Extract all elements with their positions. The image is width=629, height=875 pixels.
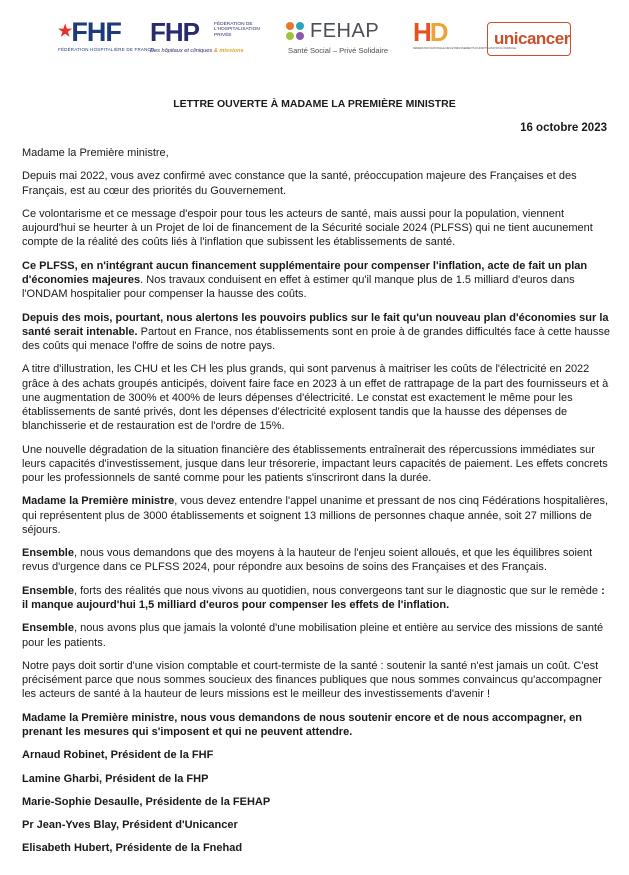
hd-logo-mark-h: H	[413, 17, 430, 47]
paragraph-10: Ensemble, nous avons plus que jamais la volonté d'une mobilisation pleine et entière au service des missions de santé pour les patients.	[22, 622, 604, 649]
paragraph-12: Madame la Première ministre, nous vous demandons de nous soutenir encore et de nous accompagner, en prenant les mesures qui s'imposent et qui ne peuvent attendre.	[22, 711, 582, 738]
paragraph-7: Madame la Première ministre, vous devez entendre l'appel unanime et pressant de nos cinq Fédérations hospitalières, qui représentent plus de 3000 établissements et soignent 13 millions de personnes chaque année, soit 27 millions de séjours.	[22, 495, 609, 536]
unicancer-logo	[487, 22, 571, 56]
paragraph-5: A titre d'illustration, les CHU et les CH les plus grands, qui sont parvenus à maitriser les coûts de l'électricité en 2022 grâce à des achats groupés anticipés, doivent faire face en 2023 à un effet de rattrapage de la part des fournisseurs et à une augmentation de 300% et 400% de leurs dépenses d'électricité. Le constat est exactement le même pour les établissements de santé privés, dont les dépenses d'électricité explosent tandis que la hausse des dépenses de blanchisserie et de restauration est de l'ordre de 15%.	[22, 363, 609, 433]
letter-date: 16 octobre 2023	[520, 122, 607, 134]
fhp-logo-fed: FÉDÉRATION DE L'HOSPITALISATION PRIVÉE	[214, 22, 260, 38]
logo-bar	[0, 14, 629, 64]
signature-1: Arnaud Robinet, Président de la FHF	[22, 749, 214, 762]
paragraph-9: Ensemble, forts des réalités que nous vivons au quotidien, nous convergeons tant sur le diagnostic que sur le remède : il manque aujourd'hui 1,5 milliard d'euros pour compenser les effets de l'inflation.	[22, 584, 605, 611]
letter-title: LETTRE OUVERTE À MADAME LA PREMIÈRE MINISTRE	[173, 98, 456, 110]
fehap-logo-sub: Santé Social – Privé Solidaire	[288, 46, 389, 55]
paragraph-4: Depuis des mois, pourtant, nous alertons les pouvoirs publics sur le fait qu'un nouveau plan d'économies sur la santé serait intenable. Partout en France, nos établissements sont en proie à de grandes difficultés face à cette hausse des coûts qui menace l'offre de soins de notre pays.	[22, 311, 611, 352]
unicancer-logo-mark: unicancer	[494, 29, 570, 48]
fhf-logo-mark: FHF	[71, 17, 121, 47]
letter-body	[22, 146, 610, 864]
salutation: Madame la Première ministre,	[22, 147, 169, 159]
fhf-star-icon: ★	[58, 23, 72, 40]
signature-4: Pr Jean-Yves Blay, Président d'Unicancer	[22, 818, 238, 831]
fhp-logo-mark: FHP	[150, 17, 199, 47]
paragraph-1: Depuis mai 2022, vous avez confirmé avec constance que la santé, préoccupation majeure des Françaises et des Français, est au cœur des priorités du Gouvernement.	[22, 170, 577, 197]
hd-logo-mark-d: D	[429, 17, 447, 47]
hd-logo-sub: FÉDÉRATION NATIONALE DES ÉTABLISSEMENTS D'HOSPITALISATION À DOMICILE	[413, 47, 517, 50]
signature-2: Lamine Gharbi, Président de la FHP	[22, 772, 209, 785]
paragraph-3: Ce PLFSS, en n'intégrant aucun financement supplémentaire pour compenser l'inflation, acte de fait un plan d'économies majeures. Nos travaux conduisent en effet à estimer qu'il manque plus de 1.5 milliard d'euros dans l'ONDAM hospitalier pour compenser la hausse des coûts.	[22, 259, 588, 301]
fehap-logo-mark: FEHAP	[310, 20, 380, 42]
signature-5: Elisabeth Hubert, Présidente de la Fnehad	[22, 842, 243, 855]
paragraph-8: Ensemble, nous vous demandons que des moyens à la hauteur de l'enjeu soient alloués, et que les équilibres soient revus d'urgence dans ce PLFSS 2024, pour répondre aux besoins de soins des Françaises et des Français.	[22, 547, 593, 574]
fhp-logo-sub: Des hôpitaux et cliniques & missions	[150, 48, 244, 54]
paragraph-11: Notre pays doit sortir d'une vision comptable et court-termiste de la santé : soutenir la santé n'est jamais un coût. C'est précisément parce que nous sommes soucieux des finances publiques que nous sommes convaincus qu'accompagner les acteurs de santé à la hauteur de leurs missions est le meilleur des investissements d'avenir !	[22, 659, 602, 701]
paragraph-6: Une nouvelle dégradation de la situation financière des établissements entraînerait des répercussions immédiates sur leurs capacités d'investissement, jusque dans leur trésorerie, impactant leurs capacités de paiement. Les effets concrets pour les professionnels de santé comme pour les patients s'inscriront dans la durée.	[22, 443, 608, 484]
fhf-logo-sub: FÉDÉRATION HOSPITALIÈRE DE FRANCE	[58, 47, 155, 52]
hd-logo	[413, 17, 517, 52]
fhf-logo	[58, 17, 155, 52]
fhp-logo	[150, 18, 260, 54]
signature-3: Marie-Sophie Desaulle, Présidente de la FEHAP	[22, 795, 271, 808]
paragraph-2: Ce volontarisme et ce message d'espoir pour tous les acteurs de santé, mais aussi pour la population, viennent aujourd'hui se heurter à un Projet de loi de financement de la Sécurité sociale 2024 (PLFSS) qui ne tient aucunement compte de la réalité des coûts liés à l'inflation que subissent les établissements de santé.	[22, 207, 593, 249]
fehap-dots-icon	[286, 22, 306, 42]
